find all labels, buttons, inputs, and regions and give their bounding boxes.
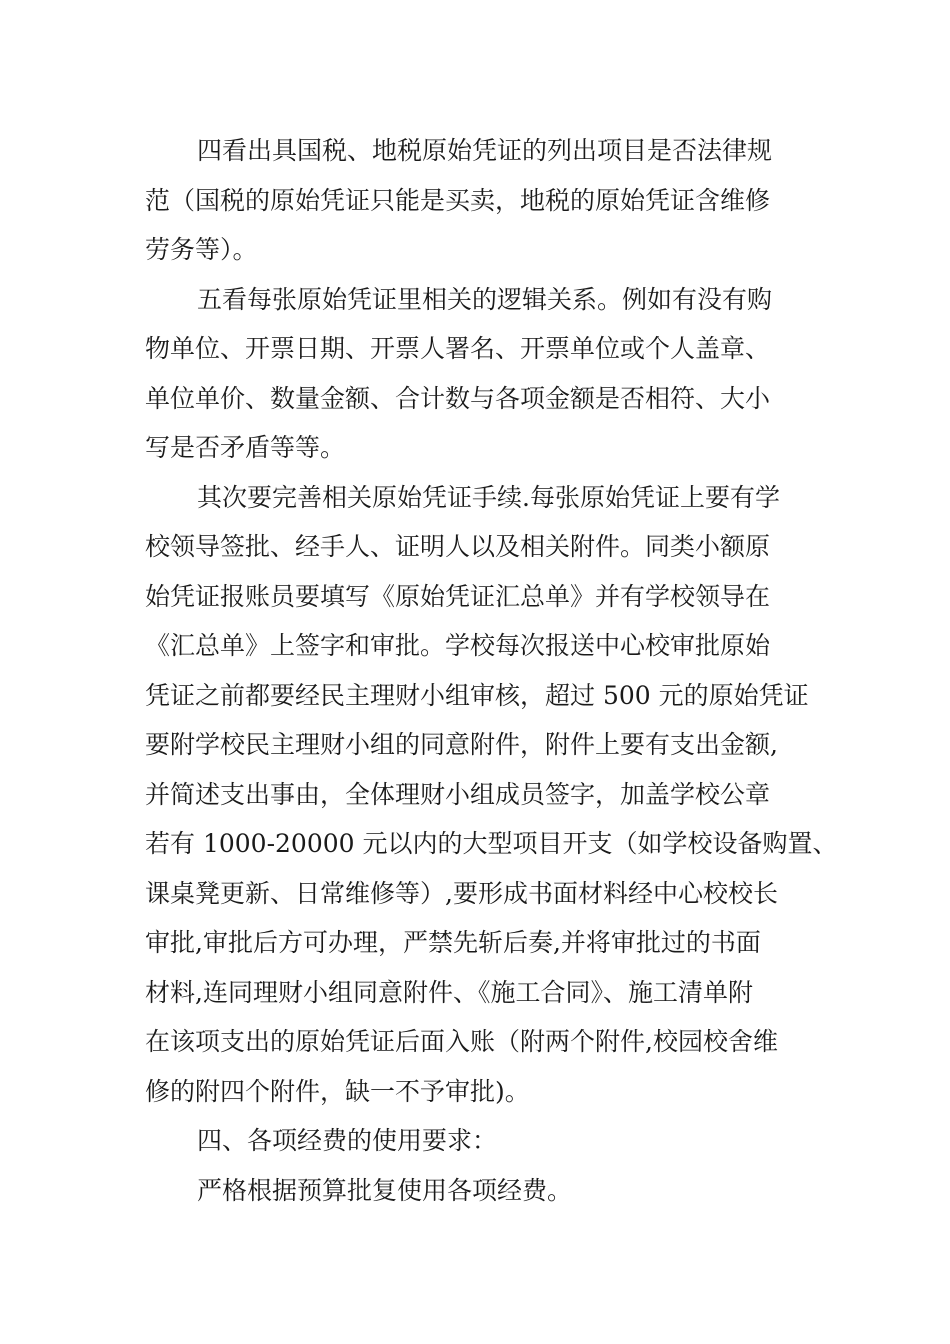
document-body	[145, 126, 838, 1215]
text-line: 劳务等）。	[145, 235, 258, 264]
text-line: 课桌凳更新、日常维修等）,要形成书面材料经中心校校长	[145, 878, 778, 908]
text-line: 《汇总单》上签字和审批。学校每次报送中心校审批原始	[145, 631, 771, 660]
text-line: 要附学校民主理财小组的同意附件，附件上要有支出金额,	[145, 730, 778, 759]
text-line: 校领导签批、经手人、证明人以及相关附件。同类小额原	[145, 532, 771, 561]
text-line: 四、各项经费的使用要求：	[197, 1126, 498, 1155]
text-line: 审批,审批后方可办理，严禁先斩后奏,并将审批过的书面	[145, 928, 761, 957]
text-line: 并简述支出事由，全体理财小组成员签字，加盖学校公章	[145, 779, 771, 809]
paragraph-check-four	[145, 126, 817, 275]
text-line: 单位单价、数量金额、合计数与各项金额是否相符、大小	[145, 383, 771, 413]
text-line: 写是否矛盾等等。	[145, 433, 346, 462]
paragraph-check-five	[145, 275, 817, 473]
text-line: 材料,连同理财小组同意附件、《施工合同》、施工清单附	[145, 977, 753, 1007]
text-line: 若有 1000-20000 元以内的大型项目开支（如学校设备购置、	[145, 829, 838, 858]
text-line: 四看出具国税、地税原始凭证的列出项目是否法律规	[197, 136, 773, 165]
text-line: 修的附四个附件，缺一不予审批)。	[145, 1076, 530, 1106]
text-line: 在该项支出的原始凭证后面入账（附两个附件,校园校舍维	[145, 1027, 778, 1056]
text-line: 凭证之前都要经民主理财小组审核，超过 500 元的原始凭证	[145, 680, 809, 710]
section-heading-funding-requirements	[145, 1116, 817, 1166]
paragraph-voucher-procedures	[145, 473, 838, 1117]
text-line: 五看每张原始凭证里相关的逻辑关系。例如有没有购	[197, 284, 773, 314]
text-line: 范（国税的原始凭证只能是买卖，地税的原始凭证含维修	[145, 185, 771, 215]
text-line: 物单位、开票日期、开票人署名、开票单位或个人盖章、	[145, 334, 771, 363]
text-line: 始凭证报账员要填写《原始凭证汇总单》并有学校领导在	[145, 581, 771, 611]
text-line: 其次要完善相关原始凭证手续.每张原始凭证上要有学	[197, 482, 780, 512]
text-line: 严格根据预算批复使用各项经费。	[197, 1175, 573, 1205]
paragraph-budget-usage	[145, 1166, 817, 1216]
